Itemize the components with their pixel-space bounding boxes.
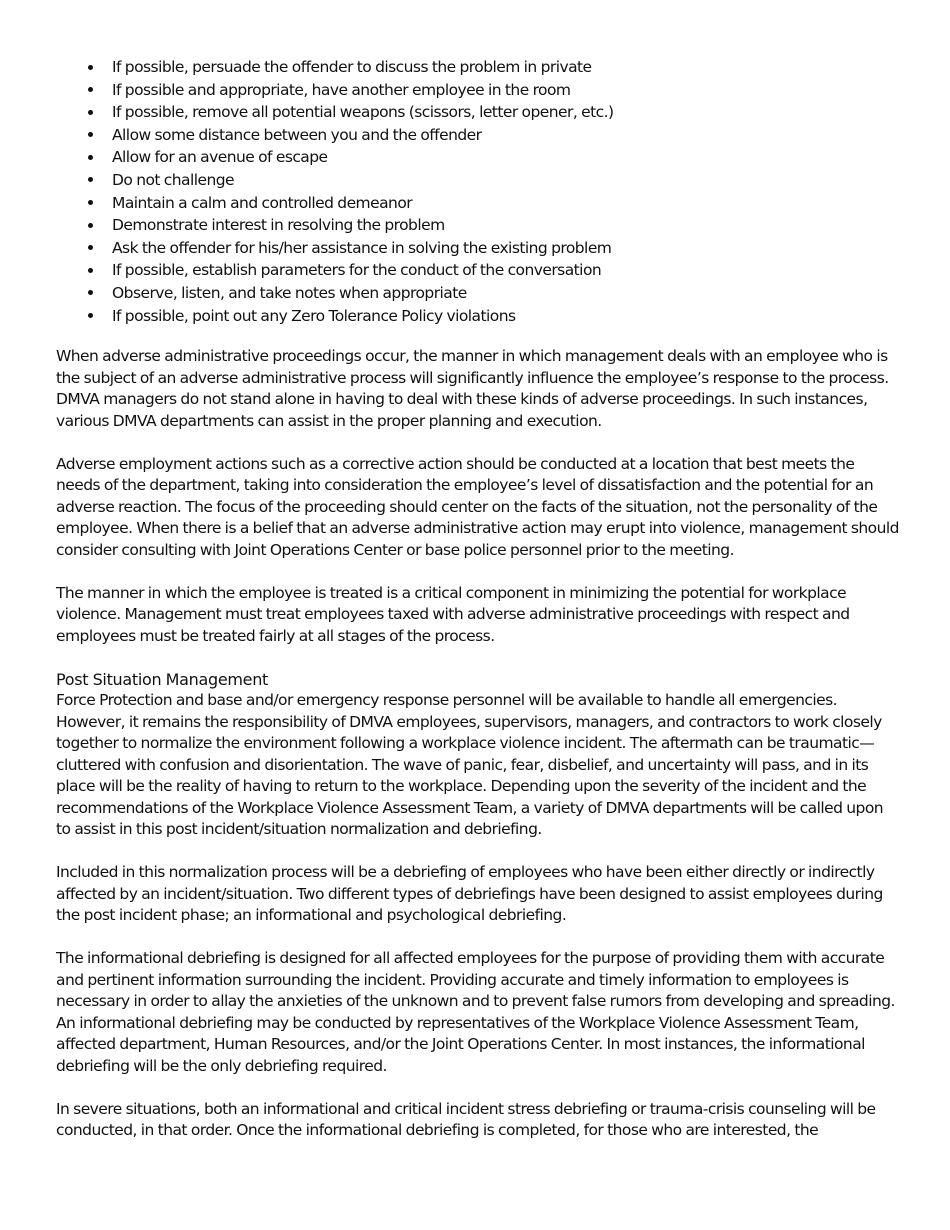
bullet-item: Demonstrate interest in resolving the problem [56, 214, 901, 237]
document-page [56, 56, 901, 1163]
paragraph-adverse-proceedings: When adverse administrative proceedings occur, the manner in which management deals with an employee who is the subject of an adverse administrative process will significantly influence the employee’s response to the process. DMVA managers do not stand alone in having to deal with these kinds of adverse proceedings. In such instances, various DMVA departments can assist in the proper planning and execution. [56, 347, 889, 430]
bullet-item: Observe, listen, and take notes when appropriate [56, 282, 901, 305]
bullet-item: Do not challenge [56, 169, 901, 192]
bullet-item: If possible, establish parameters for the conduct of the conversation [56, 259, 901, 282]
paragraph-severe-situations: In severe situations, both an informational and critical incident stress debriefing or trauma-crisis counseling will be conducted, in that order. Once the informational debriefing is completed, for those who are interested, the [56, 1099, 876, 1140]
paragraph-informational-debriefing: The informational debriefing is designed for all affected employees for the purpose of providing them with accurate and pertinent information surrounding the incident. Providing accurate and timely information to employees is necessary in order to allay the anxieties of the unknown and to prevent false rumors from developing and spreading. An informational debriefing may be conducted by representatives of the Workplace Violence Assessment Team, affected department, Human Resources, and/or the Joint Operations Center. In most instances, the informational debriefing will be the only debriefing required. [56, 949, 895, 1075]
bullet-item: Allow for an avenue of escape [56, 146, 901, 169]
paragraph-employee-treatment: The manner in which the employee is treated is a critical component in minimizing the potential for workplace violence. Management must treat employees taxed with adverse administrative proceedings with respect and employees must be treated fairly at all stages of the process. [56, 583, 850, 645]
paragraph-post-situation: Force Protection and base and/or emergency response personnel will be available to handle all emergencies. However, it remains the responsibility of DMVA employees, supervisors, managers, and contractors to work closely together to normalize the environment following a workplace violence incident. The aftermath can be traumatic—cluttered with confusion and disorientation. The wave of panic, fear, disbelief, and uncertainty will pass, and in its place will be the reality of having to return to the workplace. Depending upon the severity of the incident and the recommendations of the Workplace Violence Assessment Team, a variety of DMVA departments will be called upon to assist in this post incident/situation normalization and debriefing. [56, 691, 884, 839]
guidelines-bullet-list [56, 56, 901, 327]
bullet-item: If possible, point out any Zero Tolerance Policy violations [56, 305, 901, 328]
bullet-item: If possible, remove all potential weapons (scissors, letter opener, etc.) [56, 101, 901, 124]
bullet-item: If possible, persuade the offender to discuss the problem in private [56, 56, 901, 79]
bullet-item: If possible and appropriate, have another employee in the room [56, 79, 901, 102]
bullet-item: Maintain a calm and controlled demeanor [56, 192, 901, 215]
bullet-item: Ask the offender for his/her assistance in solving the existing problem [56, 237, 901, 260]
bullet-item: Allow some distance between you and the offender [56, 124, 901, 147]
paragraph-normalization: Included in this normalization process will be a debriefing of employees who have been either directly or indirectly affected by an incident/situation. Two different types of debriefings have been designed to assist employees during the post incident phase; an informational and psychological debriefing. [56, 863, 883, 925]
paragraph-adverse-actions: Adverse employment actions such as a corrective action should be conducted at a location that best meets the needs of the department, taking into consideration the employee’s level of dissatisfaction and the potential for an adverse reaction. The focus of the proceeding should center on the facts of the situation, not the personality of the employee. When there is a belief that an adverse administrative action may erupt into violence, management should consider consulting with Joint Operations Center or base police personnel prior to the meeting. [56, 454, 899, 559]
section-heading: Post Situation Management [56, 669, 269, 689]
